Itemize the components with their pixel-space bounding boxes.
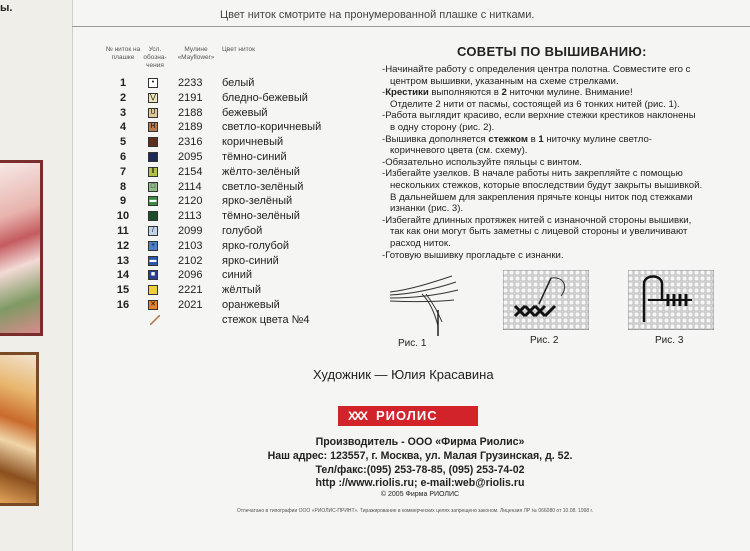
tip-text: ниточку мулине светло-	[543, 133, 652, 145]
tip-line: в одну сторону (рис. 2).	[390, 121, 495, 133]
thread-code: 2103	[178, 239, 203, 252]
thread-symbol: ■	[148, 270, 158, 280]
thread-symbol: /	[148, 226, 158, 236]
thread-color-name: бежевый	[222, 106, 268, 119]
manufacturer-line: Производитель - ООО «Фирма Риолис»	[315, 436, 525, 448]
thread-number: 13	[116, 254, 130, 267]
tip-line: -Обязательно используйте пяльцы с винтом.	[382, 156, 582, 168]
thread-color-name: ярко-голубой	[222, 239, 290, 252]
tip-line: расход ниток.	[390, 237, 451, 249]
col-header-symbol: Усл. обозна- чения	[143, 46, 167, 69]
thread-symbol: H	[148, 122, 158, 132]
tip-line: В дальнейшем для закрепления прячьте концы ниток под стежками	[390, 191, 693, 203]
thread-code: 2233	[178, 77, 203, 89]
thread-color-name: жёлтый	[222, 284, 261, 297]
thread-color-name: бледно-бежевый	[222, 91, 308, 104]
thread-symbol: •	[148, 78, 158, 88]
web-email-line: http ://www.riolis.ru; e-mail:web@riolis.ru	[315, 477, 525, 490]
thread-symbol	[148, 211, 158, 221]
copyright: © 2005 Фирма РИОЛИС	[380, 491, 460, 498]
phone-line: Тел/факс:(095) 253-78-85, (095) 253-74-02	[315, 463, 525, 476]
tip-line: так как они могут быть заметны с лицевой стороны и увеличивают	[390, 226, 688, 238]
thread-color-name: жёлто-зелёный	[222, 165, 300, 178]
thread-code: 2154	[178, 165, 203, 178]
thread-number: 10	[116, 210, 130, 223]
thread-color-name: ярко-зелёный	[222, 195, 293, 208]
tip-line: нескольких стежков, которые впоследствии будут закрыты вышивкой.	[390, 179, 703, 191]
thread-code: 2188	[178, 106, 203, 119]
thread-number: 2	[119, 91, 127, 104]
thread-symbol	[148, 285, 158, 295]
tip-bold: Крестики	[385, 87, 429, 99]
top-note: Цвет ниток смотрите на пронумерованной плашке с нитками.	[220, 9, 535, 21]
figure-2-label: Рис. 2	[530, 335, 559, 346]
tip-line: -Готовую вышивку прогладьте с изнанки.	[382, 249, 564, 261]
thread-code: 2021	[178, 298, 203, 311]
thread-number: 5	[119, 136, 127, 149]
thread-number: 7	[119, 165, 127, 178]
thread-number: 12	[116, 239, 130, 252]
thread-color-name: синий	[222, 269, 253, 282]
thread-symbol: +	[148, 241, 158, 251]
figure-3-label: Рис. 3	[655, 335, 684, 346]
thread-number: 1	[119, 77, 127, 89]
brand-logo-mark: XXX	[347, 409, 366, 423]
tip-bold: 1	[538, 133, 544, 145]
thread-color-name: голубой	[222, 224, 263, 237]
thread-color-name: светло-зелёный	[222, 180, 304, 193]
left-fragment-text: ы.	[0, 2, 13, 14]
tip-line: -Работа выглядит красиво, если верхние стежки крестиков наклонены	[382, 110, 696, 122]
thread-symbol: □	[148, 182, 158, 192]
tip-line	[382, 134, 727, 146]
thread-number: 8	[119, 180, 127, 193]
thread-number: 9	[119, 195, 127, 208]
thread-symbol: ⋁	[148, 93, 158, 103]
thread-code: 2316	[178, 136, 203, 149]
tip-line: -Избегайте узелков. В начале работы нить закрепляйте с помощью	[382, 168, 683, 180]
tips-title: СОВЕТЫ ПО ВЫШИВАНИЮ:	[457, 44, 647, 59]
tip-line: -Избегайте длинных протяжек нитей с изнаночной стороны вышивки,	[382, 214, 692, 226]
thread-code: 2113	[178, 210, 202, 223]
tip-text: ниточки мулине. Внимание!	[506, 87, 633, 99]
tip-line: центром вышивки, указанным на схеме стрелками.	[390, 75, 619, 87]
thread-code: 2095	[178, 150, 203, 163]
thread-code: 2096	[178, 269, 203, 282]
embroidery-preview-flowers	[0, 160, 43, 336]
thread-code: 2120	[178, 195, 203, 208]
thread-color-name: оранжевый	[222, 298, 280, 311]
thread-code: 2221	[178, 284, 203, 297]
thread-symbol: U	[148, 108, 158, 118]
tip-line: коричневого цвета (см. схему).	[390, 145, 528, 157]
tip-text: выполняются в	[428, 87, 502, 99]
thread-symbol: ‖	[148, 167, 158, 177]
figure-1-thread-illustration	[388, 270, 464, 340]
thread-color-name: тёмно-синий	[222, 150, 287, 163]
figure-3-securing-illustration	[628, 270, 714, 330]
brand-name: РИОЛИС	[376, 408, 438, 423]
thread-color-name: белый	[222, 77, 255, 89]
tip-text: в	[527, 133, 539, 145]
tip-line: изнанки (рис. 3).	[390, 203, 464, 215]
tip-bold: стежком	[488, 133, 528, 145]
thread-number: 11	[117, 224, 129, 237]
thread-number: 3	[119, 106, 127, 119]
manufacturer-info	[200, 436, 640, 491]
figure-2-cross-stitch-illustration	[503, 270, 589, 330]
thread-number: 16	[116, 298, 130, 311]
thread-code: 2189	[178, 121, 203, 134]
left-preview-strip	[0, 0, 73, 551]
thread-color-name: тёмно-зелёный	[222, 210, 300, 223]
col-header-color: Цвет ниток	[222, 46, 255, 53]
thread-number: 6	[119, 150, 127, 163]
thread-color-name: светло-коричневый	[222, 121, 322, 134]
tip-bold: 2	[501, 87, 507, 99]
top-divider	[72, 26, 750, 27]
tip-line: -Начинайте работу с определения центра полотна. Совместите его с	[382, 64, 691, 75]
backstitch-label: стежок цвета №4	[222, 313, 310, 326]
figure-1-label: Рис. 1	[398, 338, 427, 349]
tip-text: -Вышивка дополняется	[382, 133, 489, 145]
thread-code: 2191	[178, 91, 203, 104]
thread-code: 2102	[178, 254, 203, 267]
thread-color-name: ярко-синий	[222, 254, 279, 267]
thread-symbol	[148, 152, 158, 162]
thread-symbol: ▬	[149, 197, 157, 205]
thread-color-name: коричневый	[222, 136, 284, 149]
artist-credit: Художник — Юлия Красавина	[313, 367, 494, 382]
fine-print: Отпечатано в типографии ООО «РИОЛИС-ПРИНТ». Тиражирование в коммерческих целях запрещено законом. Лицензия ЛР № 066080 от 10.08. 1998 г.	[236, 508, 594, 514]
thread-number: 14	[116, 269, 130, 282]
thread-code: 2114	[178, 180, 202, 193]
brand-logo	[338, 406, 478, 426]
col-header-code: Мулине «Mayflower»	[177, 46, 215, 61]
backstitch-icon	[150, 315, 160, 325]
thread-code: 2099	[178, 224, 203, 237]
thread-number: 15	[116, 284, 130, 297]
thread-symbol	[148, 137, 158, 147]
thread-symbol: ▬	[149, 256, 157, 264]
embroidery-preview-autumn	[0, 352, 39, 506]
thread-symbol: ✕	[148, 300, 158, 310]
col-header-number: № ниток на плашке	[105, 46, 141, 61]
thread-number: 4	[119, 121, 127, 134]
address-line: Наш адрес: 123557, г. Москва, ул. Малая Грузинская, д. 52.	[267, 449, 573, 462]
tip-line: -Крестики выполняются в 2 ниточки мулине. Внимание!	[382, 87, 633, 99]
tip-line: Отделите 2 нити от пасмы, состоящей из 6 тонких нитей (рис. 1).	[390, 98, 680, 110]
tips-list	[382, 64, 727, 261]
